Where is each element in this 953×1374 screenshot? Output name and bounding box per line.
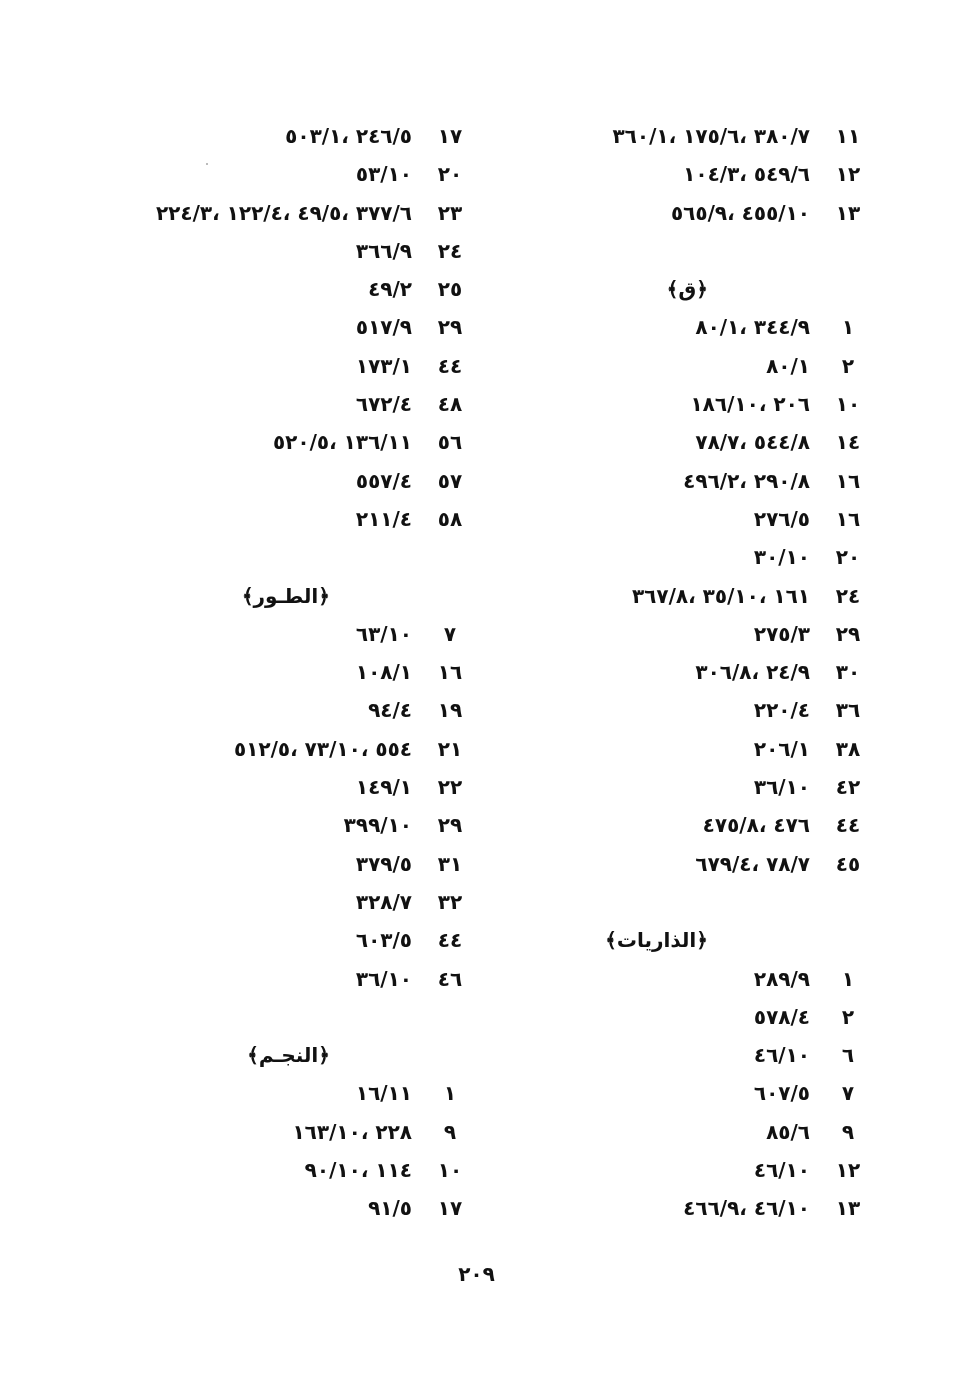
list-item: [478, 653, 868, 691]
page-references: ٢٢٨ ،١٦٣/١٠: [292, 1119, 412, 1144]
page-references: ٥٥٧/٤: [355, 468, 412, 493]
list-item: [80, 462, 470, 500]
list-item: [478, 615, 868, 653]
list-item: [80, 155, 470, 193]
verse-number: ٤٤: [437, 353, 463, 378]
page-references: ٦٧٢/٤: [355, 392, 412, 417]
verse-number: ١٢: [835, 162, 861, 187]
list-item: [80, 423, 470, 461]
page-references: ٢٢٠/٤: [753, 698, 810, 723]
page-references: ٣٦٦/٩: [355, 238, 412, 263]
left-column: [80, 117, 470, 1228]
page-references: ٢٩٠/٨ ،٤٩٦/٢: [683, 468, 810, 493]
verse-number: ٢٣: [437, 200, 463, 225]
page-references: ٤٦/١٠ ،٤٦٦/٩: [683, 1196, 810, 1221]
list-item: [478, 845, 868, 883]
page-references: ٢١١/٤: [355, 506, 412, 531]
page-references: ٣٧٧/٦ ،٤٩/٥ ،١٢٢/٤ ،٢٢٤/٣: [155, 200, 412, 225]
verse-number: ١٦: [835, 468, 861, 493]
page-references: ١٤٩/١: [355, 775, 412, 800]
list-item: [478, 347, 868, 385]
verse-number: ٣١: [437, 851, 463, 876]
verse-number: ١٧: [437, 124, 463, 148]
verse-number: ٩: [841, 1119, 855, 1144]
list-item: [80, 921, 470, 959]
page-references: ٢٤/٩ ،٣٠٦/٨: [695, 660, 810, 685]
page-references: ٥٤٤/٨ ،٧٨/٧: [695, 430, 810, 455]
najm-group: [80, 1074, 470, 1227]
page-references: ٩١/٥: [368, 1196, 412, 1221]
page-references: ٣٤٤/٩ ،٨٠/١: [695, 315, 810, 340]
spacer: [478, 232, 868, 270]
list-item: [478, 1036, 868, 1074]
surah-title: ﴿الطـور﴾: [241, 583, 330, 608]
list-item: [80, 1151, 470, 1189]
page-references: ٢٠٦/١: [753, 736, 810, 761]
list-item: [478, 960, 868, 998]
list-item: [80, 653, 470, 691]
list-item: [80, 806, 470, 844]
page-references: ٥٧٨/٤: [753, 1004, 810, 1029]
list-item: [80, 768, 470, 806]
verse-number: ٦: [841, 1043, 855, 1068]
surah-title: ﴿النجـم﴾: [247, 1043, 330, 1068]
page-references: ٥١٧/٩: [355, 315, 412, 340]
list-item: [478, 462, 868, 500]
page-references: ٣٨٠/٧ ،١٧٥/٦ ،٣٦٠/١: [612, 124, 810, 148]
verse-number: ٢٤: [835, 583, 861, 608]
list-item: [80, 270, 470, 308]
spacer: [80, 998, 470, 1036]
page-references: ٣٩٩/١٠: [343, 813, 412, 838]
page-references: ٤٧٦ ،٤٧٥/٨: [702, 813, 810, 838]
surah-heading-tur: [80, 577, 470, 615]
list-item: [80, 500, 470, 538]
dhariyat-group: [478, 960, 868, 1228]
verse-number: ٥٦: [437, 430, 463, 455]
list-item: [478, 768, 868, 806]
verse-number: ١٢: [835, 1158, 861, 1183]
page-references: ٤٥٥/١٠ ،٥٦٥/٩: [670, 200, 810, 225]
qaf-group: [478, 308, 868, 882]
list-item: [80, 615, 470, 653]
verse-number: ٧: [443, 621, 457, 646]
verse-number: ١: [841, 966, 855, 991]
list-item: [478, 1113, 868, 1151]
list-item: [80, 883, 470, 921]
page-references: ١٦١ ،٣٥/١٠ ،٣٦٧/٨: [631, 583, 810, 608]
verse-number: ٣٢: [437, 889, 463, 914]
verse-number: ١٦: [835, 506, 861, 531]
verse-number: ٥٧: [437, 468, 463, 493]
verse-number: ١٠: [437, 1158, 463, 1183]
verse-number: ٤٥: [835, 851, 861, 876]
verse-number: ١١: [835, 124, 861, 148]
verse-number: ١٤: [835, 430, 861, 455]
surah-heading-qaf: [478, 270, 868, 308]
verse-number: ٢٠: [437, 162, 463, 187]
verse-number: ٣٠: [835, 660, 861, 685]
page-references: ٦٠٧/٥: [753, 1081, 810, 1106]
verse-number: ١٧: [437, 1196, 463, 1221]
page-references: ٧٨/٧ ،٦٧٩/٤: [695, 851, 810, 876]
verse-number: ٧: [841, 1081, 855, 1106]
verse-number: ٤٤: [835, 813, 861, 838]
list-item: [80, 960, 470, 998]
verse-number: ٤٨: [437, 392, 463, 417]
verse-number: ٩: [443, 1119, 457, 1144]
verse-number: ٢٩: [835, 621, 861, 646]
verse-number: ١: [841, 315, 855, 340]
verse-number: ٥٨: [437, 506, 463, 531]
verse-number: ٢: [841, 353, 855, 378]
verse-number: ٣٨: [835, 736, 861, 761]
page-references: ١٧٣/١: [355, 353, 412, 378]
list-item: [80, 730, 470, 768]
list-item: [478, 1151, 868, 1189]
list-item: [478, 691, 868, 729]
page-references: ٣٧٩/٥: [355, 851, 412, 876]
right-column: [478, 117, 868, 1228]
list-item: [80, 232, 470, 270]
page-references: ٢٧٦/٥: [753, 506, 810, 531]
verse-number: ٢١: [437, 736, 463, 761]
list-item: [478, 308, 868, 346]
list-item: [80, 308, 470, 346]
page-references: ٥٤٩/٦ ،١٠٤/٣: [683, 162, 810, 187]
list-item: [478, 194, 868, 232]
surah-title: ﴿الذاريات﴾: [605, 928, 708, 953]
spacer: [80, 538, 470, 576]
page-references: ٢٨٩/٩: [753, 966, 810, 991]
surah-heading-dhariyat: [478, 921, 868, 959]
verse-number: ١٩: [437, 698, 463, 723]
list-item: [478, 538, 868, 576]
page-references: ١٠٨/١: [355, 660, 412, 685]
list-item: [478, 1074, 868, 1112]
list-item: [478, 500, 868, 538]
list-item: [80, 1113, 470, 1151]
verse-number: ٢٩: [437, 813, 463, 838]
verse-number: ١٣: [835, 200, 861, 225]
page-references: ١٦/١١: [355, 1081, 412, 1106]
list-item: [478, 117, 868, 155]
list-item: [80, 347, 470, 385]
page-references: ٨٠/١: [766, 353, 810, 378]
verse-number: ٢: [841, 1004, 855, 1029]
page-references: ٨٥/٦: [766, 1119, 810, 1144]
page-references: ١٣٦/١١ ،٥٢٠/٥: [272, 430, 412, 455]
page-references: ٢٠٦ ،١٨٦/١٠: [690, 392, 810, 417]
verse-number: ٢٤: [437, 238, 463, 263]
list-item: [80, 1074, 470, 1112]
verse-number: ٢٩: [437, 315, 463, 340]
list-item: [80, 385, 470, 423]
page-references: ٣٦/١٠: [355, 966, 412, 991]
page-references: ٢٤٦/٥ ،٥٠٣/١: [285, 124, 412, 148]
verse-number: ١٠: [835, 392, 861, 417]
left-top-group: [80, 117, 470, 538]
page-references: ٩٤/٤: [368, 698, 412, 723]
page-references: ٣٦/١٠: [753, 775, 810, 800]
verse-number: ٢٥: [437, 277, 463, 302]
list-item: [478, 577, 868, 615]
page-references: ٤٩/٢: [368, 277, 412, 302]
surah-title: ﴿ق﴾: [666, 277, 708, 302]
page-references: ٤٦/١٠: [753, 1043, 810, 1068]
page-references: ١١٤ ،٩٠/١٠: [304, 1158, 412, 1183]
verse-number: ١٦: [437, 660, 463, 685]
list-item: [478, 806, 868, 844]
page-references: ٢٧٥/٣: [753, 621, 810, 646]
list-item: [478, 730, 868, 768]
tur-group: [80, 615, 470, 998]
verse-number: ١: [443, 1081, 457, 1106]
verse-number: ١٣: [835, 1196, 861, 1221]
verse-number: ٤٦: [437, 966, 463, 991]
list-item: [478, 385, 868, 423]
page-references: ٥٥٤ ،٧٣/١٠ ،٥١٢/٥: [233, 736, 412, 761]
verse-number: ٤٤: [437, 928, 463, 953]
list-item: [80, 845, 470, 883]
page-number: ٢٠٩: [458, 1262, 495, 1286]
list-item: [478, 998, 868, 1036]
spacer: [478, 883, 868, 921]
list-item: [478, 1189, 868, 1227]
page-references: ٥٣/١٠: [355, 162, 412, 187]
verse-number: ٣٦: [835, 698, 861, 723]
list-item: [80, 691, 470, 729]
surah-heading-najm: [80, 1036, 470, 1074]
list-item: [80, 194, 470, 232]
right-top-group: [478, 117, 868, 232]
page-references: ٣٢٨/٧: [355, 889, 412, 914]
page-references: ٣٠/١٠: [753, 545, 810, 570]
verse-number: ٤٢: [835, 775, 861, 800]
list-item: [80, 117, 470, 155]
list-item: [478, 155, 868, 193]
list-item: [80, 1189, 470, 1227]
page-references: ٦٣/١٠: [355, 621, 412, 646]
page-references: ٤٦/١٠: [753, 1158, 810, 1183]
verse-number: ٢٢: [437, 775, 463, 800]
verse-number: ٢٠: [835, 545, 861, 570]
page-references: ٦٠٣/٥: [355, 928, 412, 953]
list-item: [478, 423, 868, 461]
